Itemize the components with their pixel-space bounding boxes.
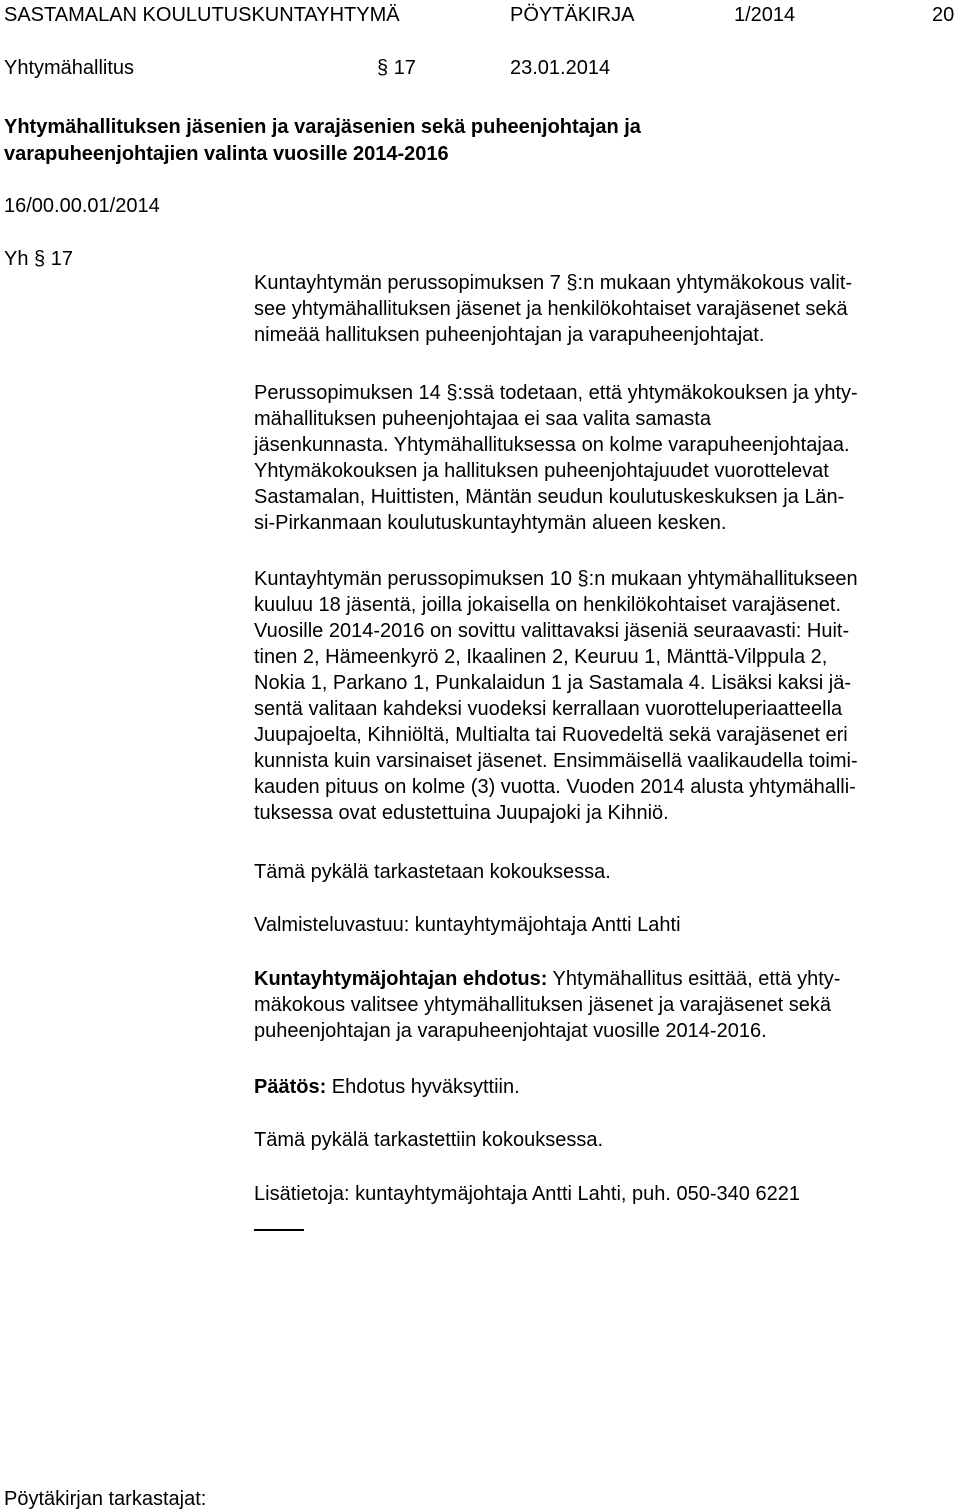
header-page-number: 20 [932,4,955,26]
section-sign-icon: § [577,568,589,590]
proposal-label: Kuntayhtymäjohtajan ehdotus: [254,968,548,990]
section-sign-icon: § [566,272,578,294]
header-body: Yhtymähallitus [4,57,135,79]
paragraph-3-line-10: tuksessa ovat edustettuina Juupajoki ja Kihniö. [254,802,669,824]
page-title-line1: Yhtymähallituksen jäsenien ja varajäsenien sekä puheenjohtajan ja [4,116,641,138]
paragraph-3-line-7: Juupajoelta, Kihniöltä, Multialta tai Ruovedeltä sekä varajäsenet eri [254,724,848,746]
paragraph-3-line-4: tinen 2, Hämeenkyrö 2, Ikaalinen 2, Keuruu 1, Mänttä-Vilppula 2, [254,646,828,668]
header-date: 23.01.2014 [510,57,611,79]
paragraph-2 [254,380,954,536]
decision-label: Päätös: [254,1076,327,1098]
proposal-line-1: Yhtymähallitus esittää, että yhty- [547,968,841,990]
section-label [4,246,73,272]
paragraph-2-line-3: jäsenkunnasta. Yhtymähallituksessa on kolme varapuheenjohtajaa. [254,434,850,456]
paragraph-2-line-4: Yhtymäkokouksen ja hallituksen puheenjohtajuudet vuorottelevat [254,460,829,482]
review-note: Tämä pykälä tarkastetaan kokouksessa. [254,861,611,883]
decision [254,1074,520,1100]
paragraph-3-line-3: Vuosille 2014-2016 on sovittu valittavaksi jäseniä seuraavasti: Huit- [254,620,850,642]
section-prefix: Yh [4,248,29,270]
header-org: SASTAMALAN KOULUTUSKUNTAYHTYMÄ [4,4,400,26]
section-sign-icon: § [377,57,389,79]
paragraph-1 [254,270,954,348]
paragraph-3-line-9: kauden pituus on kolme (3) vuotta. Vuoden 2014 alusta yhtymähalli- [254,776,856,798]
paragraph-2-line-6: si-Pirkanmaan koulutuskuntayhtymän alueen kesken. [254,512,727,534]
header-section [377,55,416,81]
section-sign-icon: § [446,382,458,404]
proposal-line-2: mäkokous valitsee yhtymähallituksen jäsenet ja varajäsenet sekä [254,994,831,1016]
paragraph-2-line-5: Sastamalan, Huittisten, Mäntän seudun koulutuskeskuksen ja Län- [254,486,845,508]
paragraph-2-line-1b: :ssä todetaan, että yhtymäkokouksen ja yhty- [457,382,858,404]
header-doc-type: PÖYTÄKIRJA [510,4,635,26]
proposal-line-3: puheenjohtajan ja varapuheenjohtajat vuosille 2014-2016. [254,1020,767,1042]
paragraph-1-line-1a: Kuntayhtymän perussopimuksen 7 [254,272,567,294]
preparation-responsibility: Valmisteluvastuu: kuntayhtymäjohtaja Antti Lahti [254,914,681,936]
paragraph-3-line-5: Nokia 1, Parkano 1, Punkalaidun 1 ja Sastamala 4. Lisäksi kaksi jä- [254,672,851,694]
paragraph-3-line-2: kuuluu 18 jäsentä, joilla jokaisella on henkilökohtaiset varajäsenet. [254,594,842,616]
paragraph-3-line-6: sentä valitaan kahdeksi vuodeksi kerrallaan vuorotteluperiaatteella [254,698,843,720]
paragraph-1-line-1b: :n mukaan yhtymäkokous valit- [577,272,853,294]
header-doc-number: 1/2014 [734,4,796,26]
decision-text: Ehdotus hyväksyttiin. [326,1076,520,1098]
paragraph-3-line-8: kunnista kuin varsinaiset jäsenet. Ensimmäisellä vaalikaudella toimi- [254,750,858,772]
document-reference: 16/00.00.01/2014 [4,195,160,217]
paragraph-1-line-2: see yhtymähallituksen jäsenet ja henkilökohtaiset varajäsenet sekä [254,298,848,320]
paragraph-2-line-1a: Perussopimuksen 14 [254,382,447,404]
paragraph-3-line-1a: Kuntayhtymän perussopimuksen 10 [254,568,578,590]
header-section-number: 17 [393,57,416,79]
separator-line [254,1229,304,1231]
paragraph-3 [254,566,954,826]
reviewed-note: Tämä pykälä tarkastettiin kokouksessa. [254,1129,604,1151]
paragraph-3-line-1b: :n mukaan yhtymähallitukseen [588,568,858,590]
paragraph-2-line-2: mähallituksen puheenjohtajaa ei saa valita samasta [254,408,711,430]
page-title-line2: varapuheenjohtajien valinta vuosille 2014-2016 [4,143,449,165]
proposal [254,966,954,1044]
contact-info: Lisätietoja: kuntayhtymäjohtaja Antti Lahti, puh. 050-340 6221 [254,1183,800,1205]
paragraph-1-line-3: nimeää hallituksen puheenjohtajan ja varapuheenjohtajat. [254,324,765,346]
section-sign-icon: § [34,248,46,270]
footer-reviewers-label: Pöytäkirjan tarkastajat: [4,1488,207,1510]
section-number: 17 [50,248,73,270]
